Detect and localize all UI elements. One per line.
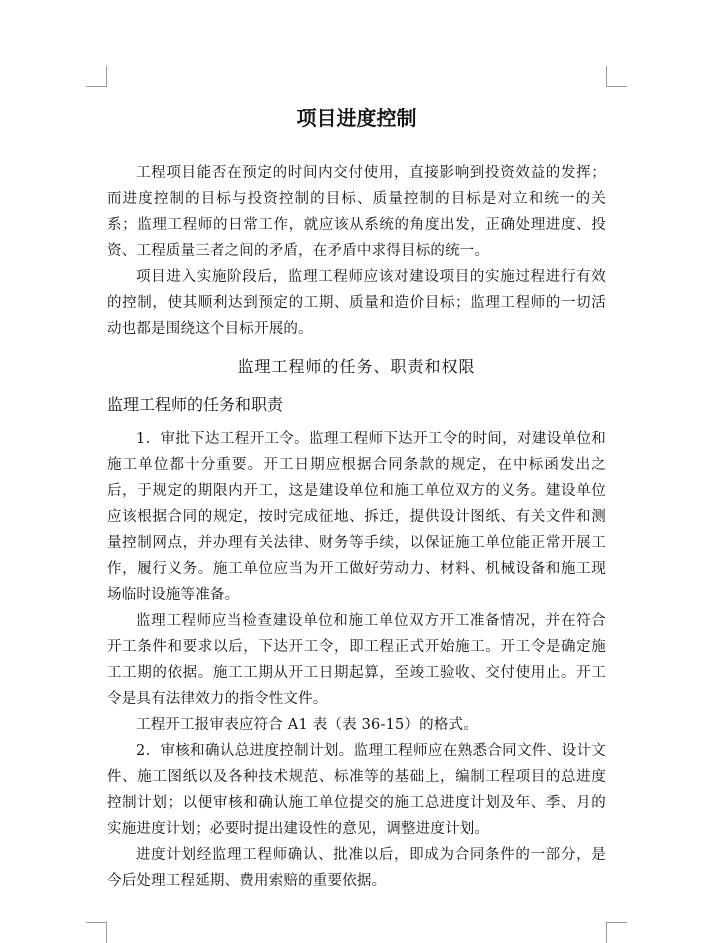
crop-mark-top-right (606, 66, 627, 87)
crop-mark-bottom-left (86, 922, 107, 943)
body-paragraph: 监理工程师应当检查建设单位和施工单位双方开工准备情况，并在符合开工条件和要求以后，下达开工令，即工程正式开始施工。开工令是确定施工工期的依据。施工工期从开工日期起算，至竣工验收、交付使用止。开工令是具有法律效力的指令性文件。 (107, 613, 606, 707)
document-page (107, 104, 606, 894)
subsection-heading: 监理工程师的任务和职责 (107, 395, 284, 414)
body-paragraph: 2．审核和确认总进度控制计划。监理工程师应在熟悉合同文件、设计文件、施工图纸以及各种技术规范、标准等的基础上，编制工程项目的总进度控制计划；以便审核和确认施工单位提交的施工总进度计划及年、季、月的实施进度计划；必要时提出建设性的意见，调整进度计划。 (107, 743, 606, 837)
body-paragraph: 1．审批下达工程开工令。监理工程师下达开工令的时间，对建设单位和施工单位都十分重要。开工日期应根据合同条款的规定，在中标函发出之后，于规定的期限内开工，这是建设单位和施工单位双方的义务。建设单位应该根据合同的规定，按时完成征地、拆迁，提供设计图纸、有关文件和测量控制网点，并办理有关法律、财务等手续，以保证施工单位能正常开展工作，履行义务。施工单位应当为开工做好劳动力、材料、机械设备和施工现场临时设施等准备。 (107, 431, 606, 603)
intro-paragraph: 工程项目能否在预定的时间内交付使用，直接影响到投资效益的发挥；而进度控制的目标与投资控制的目标、质量控制的目标是对立和统一的关系；监理工程师的日常工作，就应该从系统的角度出发，正确处理进度、投资、工程质量三者之间的矛盾，在矛盾中求得目标的统一。 (107, 165, 606, 259)
body-paragraph: 工程开工报审表应符合 A1 表（表 36-15）的格式。 (136, 717, 478, 733)
crop-mark-bottom-right (606, 922, 627, 943)
crop-mark-top-left (86, 66, 107, 87)
section-heading: 监理工程师的任务、职责和权限 (237, 357, 476, 376)
intro-paragraph: 项目进入实施阶段后，监理工程师应该对建设项目的实施过程进行有效的控制，使其顺利达到预定的工期、质量和造价目标；监理工程师的一切活动也都是围绕这个目标开展的。 (107, 269, 606, 337)
document-title: 项目进度控制 (296, 106, 417, 130)
body-paragraph: 进度计划经监理工程师确认、批准以后，即成为合同条件的一部分，是今后处理工程延期、费用索赔的重要依据。 (107, 847, 606, 889)
